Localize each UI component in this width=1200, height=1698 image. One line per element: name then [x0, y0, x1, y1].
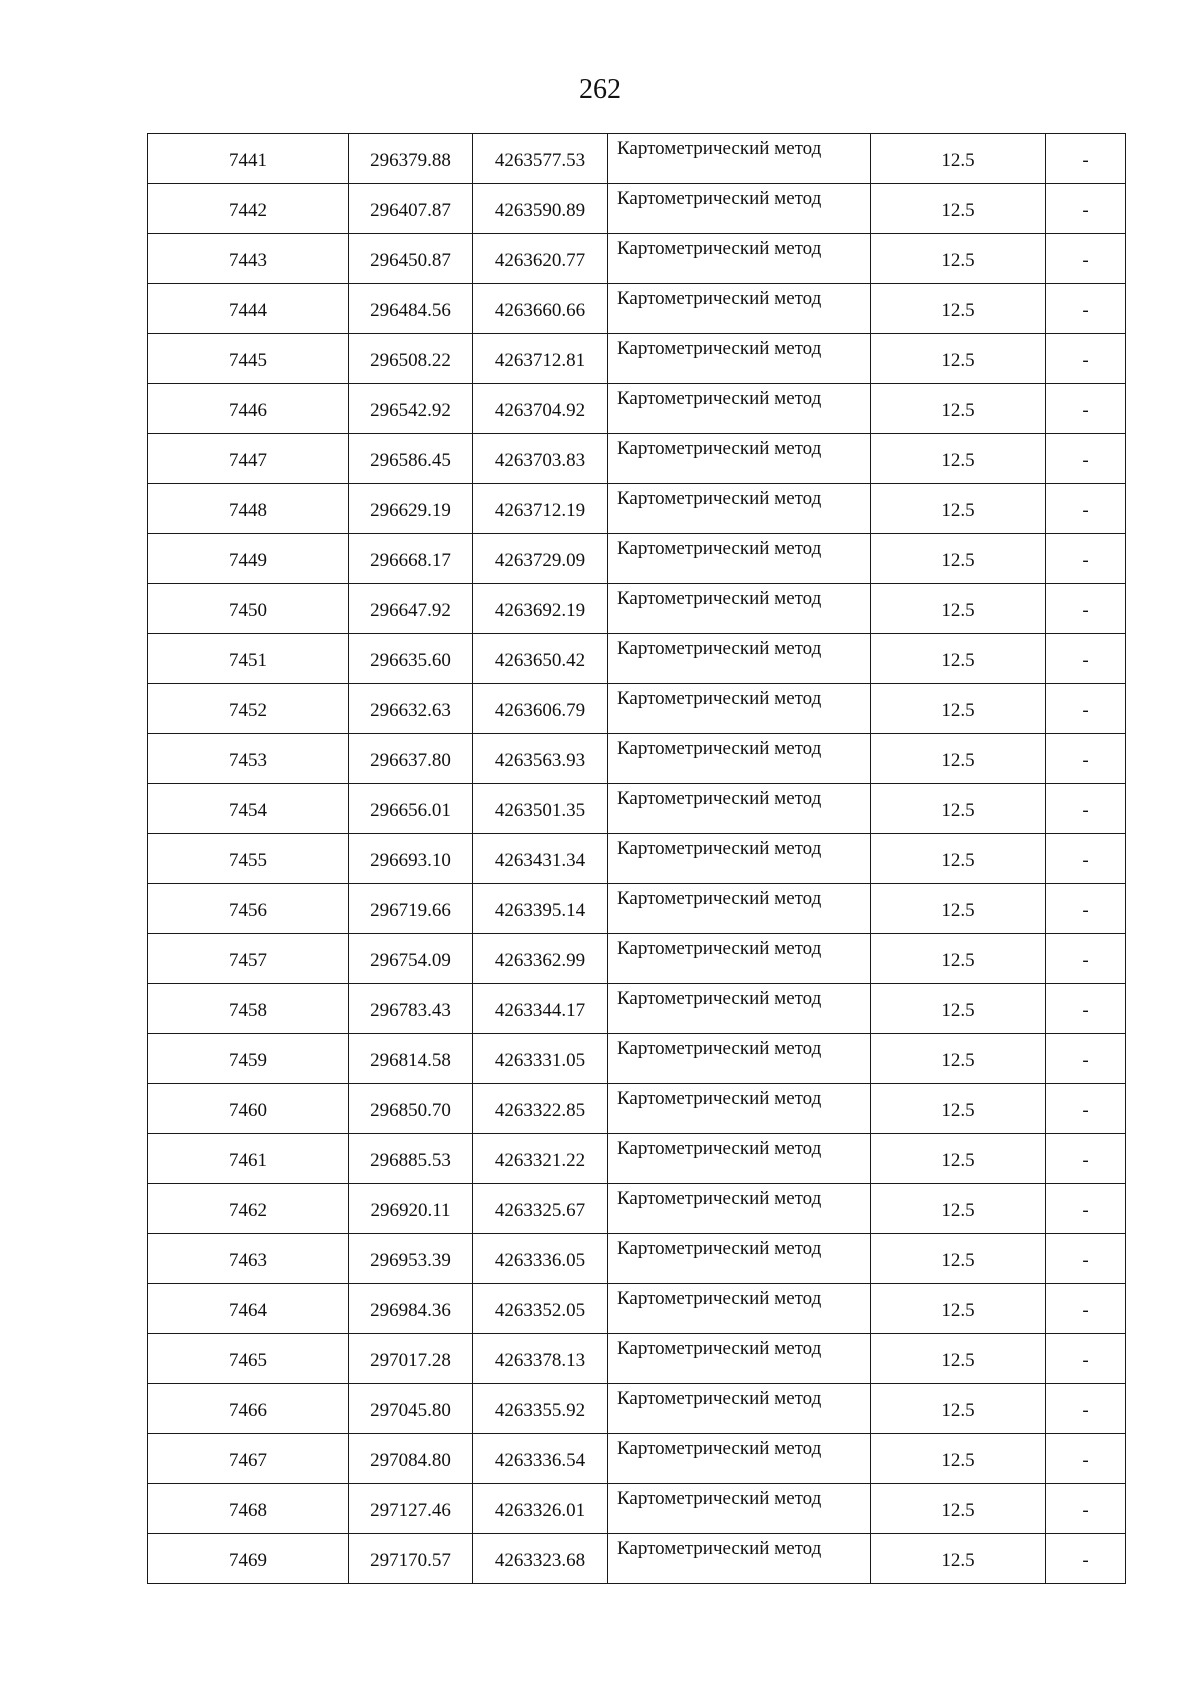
- y-coordinate-cell: 4263355.92: [473, 1384, 608, 1434]
- table-row: [148, 1434, 1126, 1484]
- y-coordinate-cell: 4263325.67: [473, 1184, 608, 1234]
- point-number-cell: 7467: [148, 1434, 349, 1484]
- x-coordinate-cell: 296783.43: [349, 984, 473, 1034]
- point-number-cell: 7443: [148, 234, 349, 284]
- table-row: [148, 184, 1126, 234]
- y-coordinate-cell: 4263395.14: [473, 884, 608, 934]
- x-coordinate-cell: 296407.87: [349, 184, 473, 234]
- y-coordinate-cell: 4263321.22: [473, 1134, 608, 1184]
- point-number-cell: 7458: [148, 984, 349, 1034]
- note-cell: -: [1046, 1434, 1126, 1484]
- method-cell: Картометрический метод: [608, 134, 871, 184]
- note-cell: -: [1046, 1384, 1126, 1434]
- method-cell: Картометрический метод: [608, 1484, 871, 1534]
- method-cell: Картометрический метод: [608, 984, 871, 1034]
- method-cell: Картометрический метод: [608, 1384, 871, 1434]
- y-coordinate-cell: 4263352.05: [473, 1284, 608, 1334]
- accuracy-cell: 12.5: [871, 734, 1046, 784]
- note-cell: -: [1046, 1484, 1126, 1534]
- note-cell: -: [1046, 434, 1126, 484]
- note-cell: -: [1046, 684, 1126, 734]
- accuracy-cell: 12.5: [871, 684, 1046, 734]
- x-coordinate-cell: 297170.57: [349, 1534, 473, 1584]
- x-coordinate-cell: 296632.63: [349, 684, 473, 734]
- table-row: [148, 684, 1126, 734]
- method-cell: Картометрический метод: [608, 734, 871, 784]
- method-cell: Картометрический метод: [608, 1034, 871, 1084]
- table-row: [148, 934, 1126, 984]
- x-coordinate-cell: 297045.80: [349, 1384, 473, 1434]
- y-coordinate-cell: 4263323.68: [473, 1534, 608, 1584]
- y-coordinate-cell: 4263322.85: [473, 1084, 608, 1134]
- note-cell: -: [1046, 334, 1126, 384]
- point-number-cell: 7456: [148, 884, 349, 934]
- x-coordinate-cell: 297127.46: [349, 1484, 473, 1534]
- note-cell: -: [1046, 1534, 1126, 1584]
- accuracy-cell: 12.5: [871, 634, 1046, 684]
- method-cell: Картометрический метод: [608, 1334, 871, 1384]
- method-cell: Картометрический метод: [608, 1234, 871, 1284]
- method-cell: Картометрический метод: [608, 1184, 871, 1234]
- x-coordinate-cell: 296814.58: [349, 1034, 473, 1084]
- accuracy-cell: 12.5: [871, 984, 1046, 1034]
- table-row: [148, 1234, 1126, 1284]
- accuracy-cell: 12.5: [871, 1234, 1046, 1284]
- method-cell: Картометрический метод: [608, 434, 871, 484]
- method-cell: Картометрический метод: [608, 484, 871, 534]
- x-coordinate-cell: 296508.22: [349, 334, 473, 384]
- y-coordinate-cell: 4263692.19: [473, 584, 608, 634]
- note-cell: -: [1046, 1234, 1126, 1284]
- accuracy-cell: 12.5: [871, 1534, 1046, 1584]
- table-row: [148, 634, 1126, 684]
- table-row: [148, 384, 1126, 434]
- point-number-cell: 7465: [148, 1334, 349, 1384]
- x-coordinate-cell: 296450.87: [349, 234, 473, 284]
- table-row: [148, 1384, 1126, 1434]
- note-cell: -: [1046, 1034, 1126, 1084]
- accuracy-cell: 12.5: [871, 934, 1046, 984]
- page-number: 262: [579, 74, 621, 105]
- point-number-cell: 7446: [148, 384, 349, 434]
- x-coordinate-cell: 296850.70: [349, 1084, 473, 1134]
- y-coordinate-cell: 4263590.89: [473, 184, 608, 234]
- x-coordinate-cell: 296693.10: [349, 834, 473, 884]
- x-coordinate-cell: 296719.66: [349, 884, 473, 934]
- method-cell: Картометрический метод: [608, 384, 871, 434]
- table-row: [148, 884, 1126, 934]
- y-coordinate-cell: 4263577.53: [473, 134, 608, 184]
- point-number-cell: 7454: [148, 784, 349, 834]
- table-row: [148, 334, 1126, 384]
- point-number-cell: 7462: [148, 1184, 349, 1234]
- note-cell: -: [1046, 784, 1126, 834]
- x-coordinate-cell: 296586.45: [349, 434, 473, 484]
- accuracy-cell: 12.5: [871, 184, 1046, 234]
- x-coordinate-cell: 296754.09: [349, 934, 473, 984]
- table-row: [148, 1134, 1126, 1184]
- method-cell: Картометрический метод: [608, 534, 871, 584]
- table-row: [148, 734, 1126, 784]
- point-number-cell: 7460: [148, 1084, 349, 1134]
- point-number-cell: 7463: [148, 1234, 349, 1284]
- y-coordinate-cell: 4263650.42: [473, 634, 608, 684]
- method-cell: Картометрический метод: [608, 1434, 871, 1484]
- point-number-cell: 7441: [148, 134, 349, 184]
- accuracy-cell: 12.5: [871, 434, 1046, 484]
- point-number-cell: 7455: [148, 834, 349, 884]
- note-cell: -: [1046, 134, 1126, 184]
- table-row: [148, 484, 1126, 534]
- accuracy-cell: 12.5: [871, 1434, 1046, 1484]
- x-coordinate-cell: 296637.80: [349, 734, 473, 784]
- table-row: [148, 584, 1126, 634]
- y-coordinate-cell: 4263703.83: [473, 434, 608, 484]
- y-coordinate-cell: 4263336.54: [473, 1434, 608, 1484]
- accuracy-cell: 12.5: [871, 1484, 1046, 1534]
- method-cell: Картометрический метод: [608, 184, 871, 234]
- x-coordinate-cell: 296668.17: [349, 534, 473, 584]
- note-cell: -: [1046, 734, 1126, 784]
- note-cell: -: [1046, 484, 1126, 534]
- accuracy-cell: 12.5: [871, 784, 1046, 834]
- point-number-cell: 7457: [148, 934, 349, 984]
- method-cell: Картометрический метод: [608, 1284, 871, 1334]
- y-coordinate-cell: 4263704.92: [473, 384, 608, 434]
- point-number-cell: 7464: [148, 1284, 349, 1334]
- x-coordinate-cell: 296885.53: [349, 1134, 473, 1184]
- x-coordinate-cell: 297017.28: [349, 1334, 473, 1384]
- accuracy-cell: 12.5: [871, 334, 1046, 384]
- y-coordinate-cell: 4263431.34: [473, 834, 608, 884]
- method-cell: Картометрический метод: [608, 634, 871, 684]
- note-cell: -: [1046, 884, 1126, 934]
- x-coordinate-cell: 297084.80: [349, 1434, 473, 1484]
- accuracy-cell: 12.5: [871, 534, 1046, 584]
- y-coordinate-cell: 4263378.13: [473, 1334, 608, 1384]
- y-coordinate-cell: 4263712.19: [473, 484, 608, 534]
- method-cell: Картометрический метод: [608, 234, 871, 284]
- coordinates-table-body: [148, 134, 1126, 1584]
- y-coordinate-cell: 4263563.93: [473, 734, 608, 784]
- point-number-cell: 7450: [148, 584, 349, 634]
- point-number-cell: 7469: [148, 1534, 349, 1584]
- y-coordinate-cell: 4263336.05: [473, 1234, 608, 1284]
- table-row: [148, 984, 1126, 1034]
- y-coordinate-cell: 4263620.77: [473, 234, 608, 284]
- y-coordinate-cell: 4263729.09: [473, 534, 608, 584]
- accuracy-cell: 12.5: [871, 1184, 1046, 1234]
- accuracy-cell: 12.5: [871, 834, 1046, 884]
- accuracy-cell: 12.5: [871, 584, 1046, 634]
- method-cell: Картометрический метод: [608, 1084, 871, 1134]
- point-number-cell: 7445: [148, 334, 349, 384]
- method-cell: Картометрический метод: [608, 334, 871, 384]
- point-number-cell: 7452: [148, 684, 349, 734]
- method-cell: Картометрический метод: [608, 1134, 871, 1184]
- point-number-cell: 7449: [148, 534, 349, 584]
- note-cell: -: [1046, 1184, 1126, 1234]
- table-row: [148, 1534, 1126, 1584]
- table-row: [148, 234, 1126, 284]
- table-row: [148, 434, 1126, 484]
- table-row: [148, 1284, 1126, 1334]
- x-coordinate-cell: 296629.19: [349, 484, 473, 534]
- accuracy-cell: 12.5: [871, 234, 1046, 284]
- method-cell: Картометрический метод: [608, 1534, 871, 1584]
- method-cell: Картометрический метод: [608, 934, 871, 984]
- table-row: [148, 784, 1126, 834]
- point-number-cell: 7466: [148, 1384, 349, 1434]
- x-coordinate-cell: 296656.01: [349, 784, 473, 834]
- y-coordinate-cell: 4263344.17: [473, 984, 608, 1034]
- point-number-cell: 7447: [148, 434, 349, 484]
- y-coordinate-cell: 4263326.01: [473, 1484, 608, 1534]
- method-cell: Картометрический метод: [608, 884, 871, 934]
- note-cell: -: [1046, 534, 1126, 584]
- note-cell: -: [1046, 284, 1126, 334]
- table-row: [148, 1334, 1126, 1384]
- table-row: [148, 534, 1126, 584]
- accuracy-cell: 12.5: [871, 1134, 1046, 1184]
- point-number-cell: 7448: [148, 484, 349, 534]
- accuracy-cell: 12.5: [871, 134, 1046, 184]
- y-coordinate-cell: 4263362.99: [473, 934, 608, 984]
- x-coordinate-cell: 296484.56: [349, 284, 473, 334]
- y-coordinate-cell: 4263660.66: [473, 284, 608, 334]
- accuracy-cell: 12.5: [871, 284, 1046, 334]
- accuracy-cell: 12.5: [871, 384, 1046, 434]
- note-cell: -: [1046, 984, 1126, 1034]
- accuracy-cell: 12.5: [871, 884, 1046, 934]
- method-cell: Картометрический метод: [608, 784, 871, 834]
- accuracy-cell: 12.5: [871, 1384, 1046, 1434]
- table-row: [148, 134, 1126, 184]
- x-coordinate-cell: 296920.11: [349, 1184, 473, 1234]
- accuracy-cell: 12.5: [871, 1284, 1046, 1334]
- table-row: [148, 834, 1126, 884]
- x-coordinate-cell: 296542.92: [349, 384, 473, 434]
- note-cell: -: [1046, 1084, 1126, 1134]
- table-row: [148, 284, 1126, 334]
- note-cell: -: [1046, 634, 1126, 684]
- note-cell: -: [1046, 934, 1126, 984]
- table-row: [148, 1484, 1126, 1534]
- table-row: [148, 1034, 1126, 1084]
- method-cell: Картометрический метод: [608, 684, 871, 734]
- note-cell: -: [1046, 1284, 1126, 1334]
- x-coordinate-cell: 296635.60: [349, 634, 473, 684]
- point-number-cell: 7459: [148, 1034, 349, 1084]
- method-cell: Картометрический метод: [608, 834, 871, 884]
- table-row: [148, 1084, 1126, 1134]
- point-number-cell: 7453: [148, 734, 349, 784]
- y-coordinate-cell: 4263501.35: [473, 784, 608, 834]
- point-number-cell: 7444: [148, 284, 349, 334]
- y-coordinate-cell: 4263712.81: [473, 334, 608, 384]
- coordinates-table: [147, 133, 1126, 1584]
- accuracy-cell: 12.5: [871, 1034, 1046, 1084]
- x-coordinate-cell: 296379.88: [349, 134, 473, 184]
- x-coordinate-cell: 296647.92: [349, 584, 473, 634]
- point-number-cell: 7461: [148, 1134, 349, 1184]
- note-cell: -: [1046, 184, 1126, 234]
- note-cell: -: [1046, 1134, 1126, 1184]
- note-cell: -: [1046, 234, 1126, 284]
- point-number-cell: 7468: [148, 1484, 349, 1534]
- note-cell: -: [1046, 834, 1126, 884]
- point-number-cell: 7442: [148, 184, 349, 234]
- accuracy-cell: 12.5: [871, 1334, 1046, 1384]
- x-coordinate-cell: 296984.36: [349, 1284, 473, 1334]
- point-number-cell: 7451: [148, 634, 349, 684]
- y-coordinate-cell: 4263331.05: [473, 1034, 608, 1084]
- method-cell: Картометрический метод: [608, 584, 871, 634]
- note-cell: -: [1046, 584, 1126, 634]
- accuracy-cell: 12.5: [871, 484, 1046, 534]
- y-coordinate-cell: 4263606.79: [473, 684, 608, 734]
- accuracy-cell: 12.5: [871, 1084, 1046, 1134]
- x-coordinate-cell: 296953.39: [349, 1234, 473, 1284]
- table-row: [148, 1184, 1126, 1234]
- note-cell: -: [1046, 1334, 1126, 1384]
- note-cell: -: [1046, 384, 1126, 434]
- method-cell: Картометрический метод: [608, 284, 871, 334]
